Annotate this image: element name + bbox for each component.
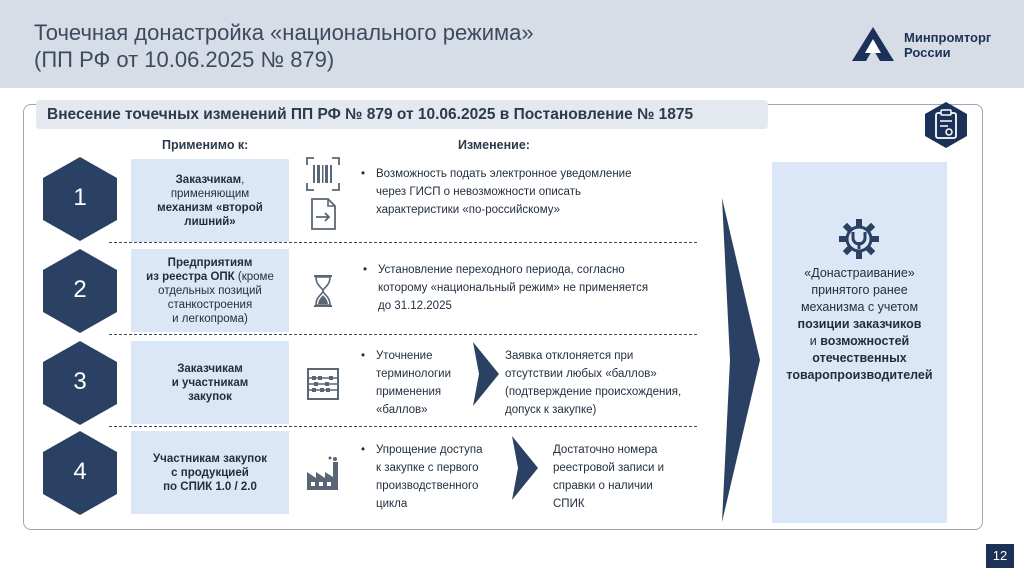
rich-text-segment: Участникам закупок bbox=[153, 452, 267, 465]
rich-text-segment: применяющим bbox=[170, 187, 250, 200]
rich-text-segment: с продукцией bbox=[171, 466, 249, 479]
rich-text-segment: Заказчикам bbox=[177, 362, 243, 375]
factory-icon bbox=[305, 456, 341, 492]
change-text: • Установление переходного периода, согласно которому «национальный режим» не применяется до 31.12.2025 bbox=[378, 261, 708, 315]
summary-text bbox=[772, 265, 947, 384]
column-header-change: Изменение: bbox=[458, 138, 530, 152]
rich-text-segment: механизм «второй bbox=[157, 201, 263, 214]
big-chevron-right-icon bbox=[722, 198, 760, 522]
rich-text-segment: Предприятиям bbox=[167, 256, 253, 269]
row-divider bbox=[109, 426, 697, 427]
clipboard-hexagon-icon bbox=[922, 101, 970, 149]
row-divider bbox=[109, 242, 697, 243]
rich-text-segment: принятого ранее bbox=[811, 283, 908, 297]
row-number: 1 bbox=[73, 184, 87, 211]
row-divider bbox=[109, 334, 697, 335]
rich-text-segment: лишний» bbox=[184, 215, 236, 228]
rich-text bbox=[157, 173, 263, 229]
column-header-applies: Применимо к: bbox=[162, 138, 249, 152]
ministry-logo-text: Минпромторг России bbox=[904, 30, 992, 60]
applies-cell bbox=[131, 249, 289, 332]
page-number: 12 bbox=[986, 544, 1014, 568]
rich-text-segment: позиции заказчиков bbox=[797, 317, 922, 331]
rich-text-segment: , bbox=[241, 173, 245, 186]
result-text: Достаточно номера реестровой записи и справки о наличии СПИК bbox=[553, 444, 665, 510]
barcode-scan-icon bbox=[305, 156, 341, 192]
hourglass-icon bbox=[305, 273, 341, 309]
rich-text-segment: и bbox=[809, 334, 821, 348]
gear-wrench-icon bbox=[838, 218, 880, 260]
row-number: 2 bbox=[73, 276, 87, 303]
abacus-icon bbox=[305, 366, 341, 402]
rich-text-segment: механизма с учетом bbox=[800, 300, 919, 314]
rich-text bbox=[153, 452, 267, 494]
rich-text-segment: Заказчикам bbox=[175, 173, 242, 186]
document-arrow-icon bbox=[305, 196, 341, 232]
rich-text-segment: станкостроения bbox=[167, 298, 253, 311]
row-number: 4 bbox=[73, 458, 87, 485]
ministry-logo-icon bbox=[850, 25, 896, 63]
rich-text-segment: из реестра ОПК bbox=[146, 270, 235, 283]
rich-text-segment: возможностей bbox=[820, 334, 910, 348]
rich-text-segment: и участникам bbox=[171, 376, 249, 389]
change-text: • Упрощение доступа к закупке с первого производственного цикла bbox=[376, 441, 511, 513]
rich-text-segment: и легкопрома) bbox=[172, 312, 248, 325]
chevron-right-icon bbox=[512, 436, 538, 500]
rich-text-segment: по СПИК 1.0 / 2.0 bbox=[163, 480, 257, 493]
row-number: 3 bbox=[73, 368, 87, 395]
applies-cell bbox=[131, 159, 289, 242]
page-title: Точечная донастройка «национального режима» (ПП РФ от 10.06.2025 № 879) bbox=[34, 20, 534, 72]
applies-cell bbox=[131, 341, 289, 424]
result-text: Заявка отклоняется при отсутствии любых «баллов» (подтверждение происхождения, допуск к закупке) bbox=[505, 350, 682, 416]
rich-text-segment: отдельных позиций bbox=[158, 284, 262, 297]
change-text: • Возможность подать электронное уведомление через ГИСП о невозможности описать характеристики «по-российскому» bbox=[376, 165, 706, 219]
rich-text-segment: «Донастраивание» bbox=[804, 266, 915, 280]
rich-text-segment: закупок bbox=[188, 390, 232, 403]
section-banner: Внесение точечных изменений ПП РФ № 879 от 10.06.2025 в Постановление № 1875 bbox=[36, 100, 768, 129]
rich-text bbox=[146, 256, 274, 326]
rich-text-segment: (кроме bbox=[234, 270, 274, 283]
applies-cell bbox=[131, 431, 289, 514]
rich-text bbox=[772, 265, 947, 384]
rich-text-segment: отечественных bbox=[812, 351, 907, 365]
rich-text bbox=[172, 362, 248, 404]
rich-text-segment: товаропроизводителей bbox=[786, 368, 933, 382]
change-text: • Уточнение терминологии применения «баллов» bbox=[376, 347, 476, 419]
chevron-right-icon bbox=[473, 342, 499, 406]
ministry-logo bbox=[850, 25, 1000, 65]
